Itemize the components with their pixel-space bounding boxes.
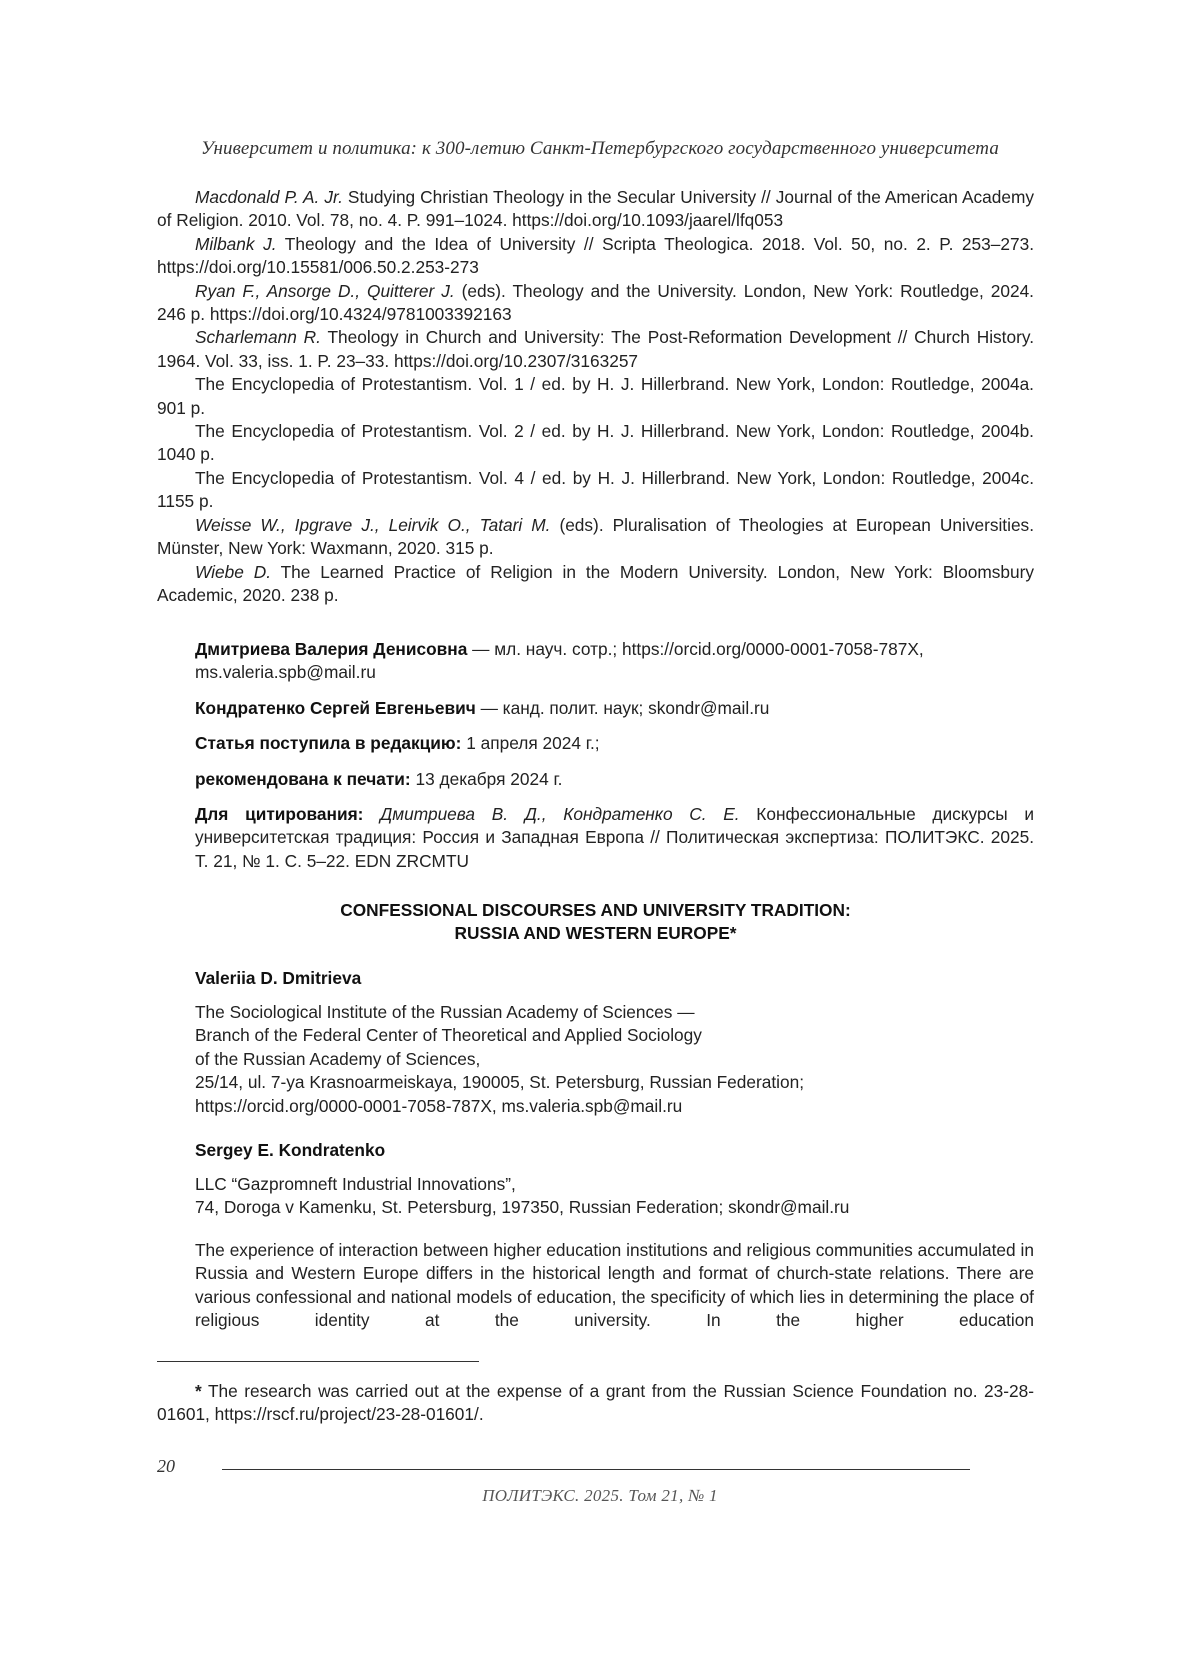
reference-authors: Macdonald P. A. Jr. (195, 187, 343, 207)
received-date (195, 732, 1034, 755)
citation-text: Конфессиональные дискурсы и университетская традиция: Россия и Западная Европа // Политическая экспертиза: ПОЛИТЭКС. 2025. Т. 21, № 1. С. 5–22. EDN ZRCMTU (195, 804, 1034, 871)
affiliation-line: https://orcid.org/0000-0001-7058-787X, ms.valeria.spb@mail.ru (195, 1095, 683, 1116)
affiliation-line: 25/14, ul. 7-ya Krasnoarmeiskaya, 190005, St. Petersburg, Russian Federation; (195, 1072, 805, 1093)
affiliation-line: Branch of the Federal Center of Theoretical and Applied Sociology (195, 1025, 702, 1046)
reference-item (157, 373, 1034, 420)
reference-authors: Scharlemann R. (195, 327, 321, 348)
reference-item (157, 467, 1034, 514)
author2-details-ru: — канд. полит. наук; skondr@mail.ru (475, 697, 770, 718)
reference-item (157, 514, 1034, 561)
reference-authors: Wiebe D. (195, 561, 272, 582)
author1-info (195, 638, 1034, 685)
page-number: 20 (157, 1456, 175, 1476)
reference-text: (eds). Theology and the University. London, New York: Routledge, 2024. 246 p. https://doi.org/10.4324/9781003392163 (157, 280, 1034, 325)
author2-name-en: Sergey E. Kondratenko (195, 1140, 386, 1160)
received-label: Статья поступила в редакцию: (195, 733, 462, 754)
english-title-line: CONFESSIONAL DISCOURSES AND UNIVERSITY TRADITION: (340, 900, 851, 920)
reference-text: Theology and the Idea of University // Scripta Theologica. 2018. Vol. 50, no. 2. P. 253–273. https://doi.org/10.15581/006.50.2.253-273 (157, 233, 1035, 278)
citation-label: Для цитирования: (195, 804, 364, 825)
author1-name-en: Valeriia D. Dmitrieva (195, 968, 362, 988)
reference-list (157, 186, 1034, 607)
footer-divider (222, 1469, 970, 1470)
affiliation-line: The Sociological Institute of the Russian Academy of Sciences — (195, 1002, 695, 1022)
accepted-label: рекомендована к печати: (195, 768, 411, 789)
abstract-text: The experience of interaction between higher education institutions and religious communities accumulated in Russia and Western Europe differs in the historical length and format of church-state relations. There are various confessional and national models of education, the specificity of which lies in determining the place of religious identity at the university. In the higher education (195, 1240, 1034, 1331)
article-metadata (195, 638, 1034, 885)
reference-text: The Encyclopedia of Protestantism. Vol. 4 / ed. by H. J. Hillerbrand. New York, London: Routledge, 2004c. 1155 p. (157, 467, 1034, 512)
running-head: Университет и политика: к 300-летию Санкт-Петербургского государственного университета (201, 138, 999, 159)
reference-authors: Milbank J. (195, 233, 277, 254)
affiliation-line: LLC “Gazpromneft Industrial Innovations”, (195, 1174, 516, 1194)
author1-details-ru: — мл. науч. сотр.; https://orcid.org/0000-0001-7058-787X, ms.valeria.spb@mail.ru (195, 639, 924, 683)
author1-name-ru: Дмитриева Валерия Денисовна (195, 639, 468, 659)
accepted-date (195, 768, 1034, 791)
author2-info (195, 697, 1034, 720)
reference-text: The Encyclopedia of Protestantism. Vol. 2 / ed. by H. J. Hillerbrand. New York, London: Routledge, 2004b. 1040 p. (157, 421, 1034, 465)
author2-name-ru: Кондратенко Сергей Евгеньевич (195, 697, 476, 718)
citation (195, 803, 1034, 873)
footnote-text: The research was carried out at the expense of a grant from the Russian Science Foundation no. 23-28-01601, https://rscf.ru/project/23-28-01601/. (157, 1381, 1034, 1425)
reference-text: The Learned Practice of Religion in the Modern University. London, New York: Bloomsbury Academic, 2020. 238 p. (157, 561, 1034, 605)
reference-item (157, 280, 1034, 327)
reference-item (157, 420, 1034, 467)
footnote (157, 1380, 1034, 1427)
english-title (157, 899, 1034, 946)
footnote-mark: * (195, 1381, 202, 1401)
reference-text: Studying Christian Theology in the Secular University // Journal of the American Academy of Religion. 2010. Vol. 78, no. 4. P. 991–1024. https://doi.org/10.1093/jaarel/lfq053 (157, 187, 1034, 231)
received-value: 1 апреля 2024 г.; (461, 733, 600, 754)
reference-item (157, 186, 1034, 233)
reference-authors: Weisse W., Ipgrave J., Leirvik O., Tatari M. (195, 514, 551, 535)
citation-authors: Дмитриева В. Д., Кондратенко С. Е. (380, 804, 740, 825)
affiliation-line: 74, Doroga v Kamenku, St. Petersburg, 197350, Russian Federation; skondr@mail.ru (195, 1197, 850, 1218)
reference-authors: Ryan F., Ansorge D., Quitterer J. (195, 280, 455, 301)
affiliation-line: of the Russian Academy of Sciences, (195, 1048, 481, 1069)
reference-item (157, 561, 1034, 608)
reference-text: The Encyclopedia of Protestantism. Vol. 1 / ed. by H. J. Hillerbrand. New York, London: Routledge, 2004a. 901 p. (157, 374, 1034, 418)
english-title-line: RUSSIA AND WESTERN EUROPE* (454, 923, 737, 944)
reference-text: Theology in Church and University: The Post-Reformation Development // Church History. 1964. Vol. 33, iss. 1. P. 23–33. https://doi.org/10.2307/3163257 (157, 327, 1035, 371)
author1-affiliation (195, 1001, 1034, 1118)
journal-footer: ПОЛИТЭКС. 2025. Том 21, № 1 (482, 1486, 718, 1505)
footnote-divider (157, 1361, 479, 1362)
accepted-value: 13 декабря 2024 г. (410, 768, 563, 789)
reference-item (157, 233, 1034, 280)
author2-affiliation (195, 1173, 1034, 1220)
reference-item (157, 326, 1034, 373)
reference-text: (eds). Pluralisation of Theologies at European Universities. Münster, New York: Waxmann, 2020. 315 p. (157, 514, 1034, 559)
